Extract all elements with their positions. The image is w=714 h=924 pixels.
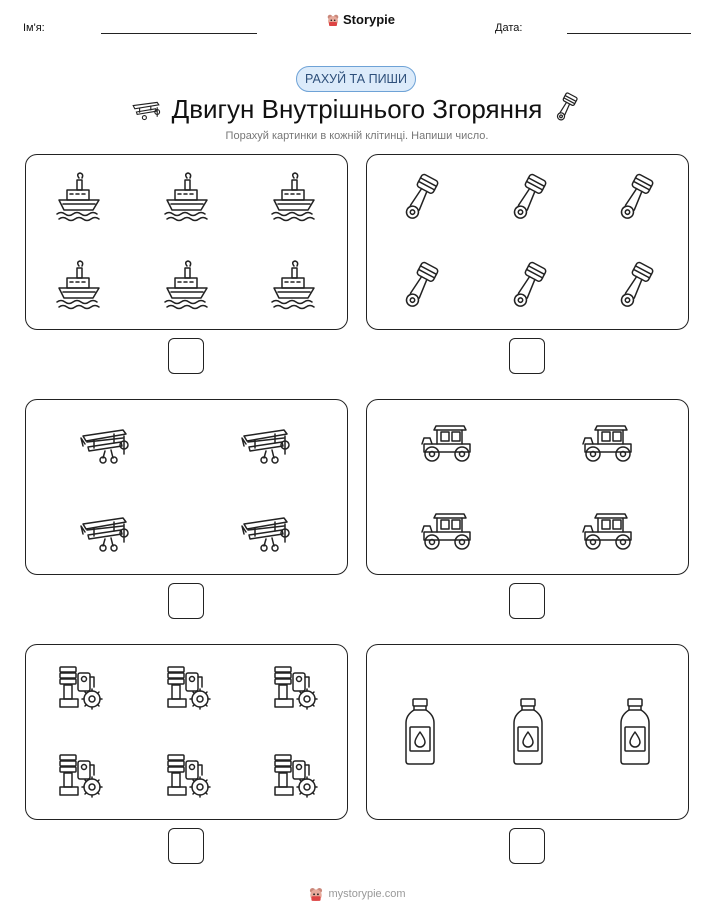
oil-bottle-icon: [618, 697, 652, 772]
instructions: Порахуй картинки в кожній клітинці. Напиши число.: [225, 130, 489, 142]
oil-bottle-icon: [403, 697, 437, 772]
answer-box-3[interactable]: [168, 583, 204, 619]
engine-icon: [162, 751, 212, 806]
brand-name: Storypie: [343, 12, 396, 27]
piston-icon: [613, 259, 657, 318]
boat-icon: [53, 172, 105, 229]
brand-logo: [326, 12, 395, 27]
engine-icon: [269, 663, 319, 718]
answer-box-2[interactable]: [509, 338, 545, 374]
biplane-icon: [79, 508, 133, 559]
biplane-icon: [240, 420, 294, 471]
vintage-car-icon: [418, 508, 476, 559]
name-line: [101, 33, 257, 34]
boat-icon: [161, 172, 213, 229]
vintage-car-icon: [579, 420, 637, 471]
boat-icon: [268, 260, 320, 317]
storypie-mascot-icon: [308, 886, 324, 902]
piston-icon: [613, 171, 657, 230]
engine-icon: [269, 751, 319, 806]
boat-icon: [161, 260, 213, 317]
footer-url: mystorypie.com: [328, 888, 406, 900]
answer-box-6[interactable]: [509, 828, 545, 864]
engine-icon: [54, 751, 104, 806]
biplane-icon: [79, 420, 133, 471]
answer-box-5[interactable]: [168, 828, 204, 864]
storypie-mascot-icon: [326, 13, 340, 27]
engine-icon: [162, 663, 212, 718]
date-line: [567, 33, 691, 34]
name-label: Ім'я:: [23, 22, 45, 34]
date-label: Дата:: [495, 22, 523, 34]
engine-icon: [54, 663, 104, 718]
piston-icon: [506, 259, 550, 318]
footer: [0, 886, 714, 902]
oil-bottle-icon: [511, 697, 545, 772]
biplane-icon: [240, 508, 294, 559]
boat-icon: [268, 172, 320, 229]
panel-4: [366, 399, 689, 575]
activity-badge: РАХУЙ ТА ПИШИ: [296, 66, 416, 92]
answer-box-4[interactable]: [509, 583, 545, 619]
piston-icon: [398, 259, 442, 318]
panel-3: [25, 399, 348, 575]
page-title: Двигун Внутрішнього Згоряння: [171, 94, 543, 124]
piston-icon: [506, 171, 550, 230]
piston-icon: [398, 171, 442, 230]
piston-title-icon: [552, 92, 580, 122]
answer-box-1[interactable]: [168, 338, 204, 374]
vintage-car-icon: [418, 420, 476, 471]
boat-icon: [53, 260, 105, 317]
vintage-car-icon: [579, 508, 637, 559]
